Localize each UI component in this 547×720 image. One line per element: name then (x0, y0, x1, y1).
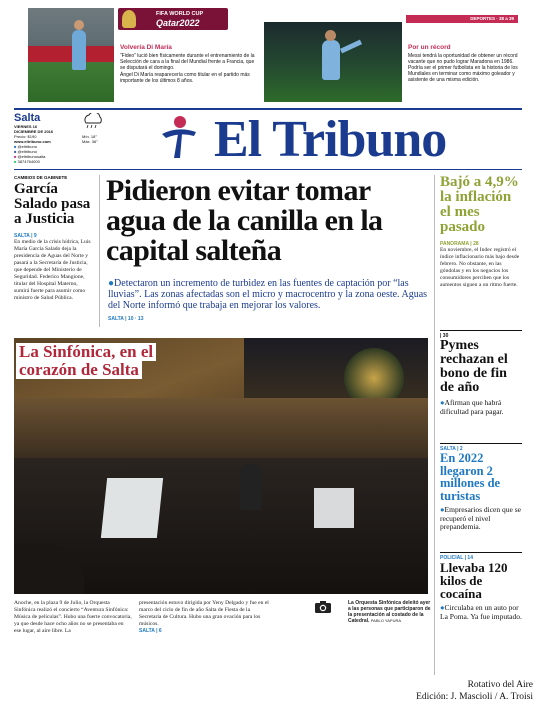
lead-label: SALTA | 10 · 13 (108, 316, 144, 322)
photo-headline-line1: La Sinfónica, en el (16, 343, 156, 361)
player-arm (340, 40, 362, 54)
edition-info (14, 112, 84, 164)
story2-title: Por un récord (408, 44, 451, 51)
tourists-label: SALTA | 2 (440, 446, 463, 452)
left-label: SALTA | 9 (14, 233, 37, 239)
pymes-story (440, 333, 522, 416)
pymes-deck: ●Afirman que habrá dificultad para pagar. (440, 398, 504, 416)
instagram-icon: ■ (14, 154, 17, 159)
sports-section-tag: DEPORTES · 38 a 39 (406, 15, 518, 23)
trophy-icon (122, 10, 136, 28)
music-stand (314, 488, 354, 528)
tourists-headline: En 2022 llegaron 2 millones de turistas (440, 451, 501, 503)
story1-body: “Fideo” lució bien físicamente durante el entrenamiento de la Selección de cara a la final del Mundial frente a Francia, que se disputará el domingo. (120, 53, 255, 71)
masthead-title: El Tribuno (214, 111, 447, 168)
photo-body-col2: presentación estuvo dirigida por Yeny Delgado y fue en el marco del ciclo de fin de año Salta de Fiesta de la Secretaría de Cultura. Hubo una gran ovación para los músicos. (139, 600, 269, 627)
cloud-rain-icon (80, 113, 106, 129)
inflation-body: En noviembre, el Indec registró el índice inflacionario más bajo desde febrero. No obstante, en las góndolas y en los negocios los consumidores perciben que los aumentos siguen a un ritmo fuerte. (440, 247, 520, 288)
wc-logo-line1: FIFA WORLD CUP (156, 11, 204, 17)
wc-logo-line2: Qatar2022 (156, 18, 200, 28)
left-headline: García Salado pasa a Justicia (14, 181, 91, 227)
audience-area (14, 398, 428, 458)
story2-body2: Podría ser el primer futbolista en la historia de los Mundiales en terminar como máximo goleador y asistente de una misma edición. (408, 65, 518, 83)
inflation-label: PANORAMA | 28 (440, 241, 479, 247)
website: www.eltribuno.com (14, 139, 51, 144)
bullet-icon: ● (440, 398, 445, 407)
column-divider (434, 175, 435, 675)
left-kicker: CAMBIOS DE GABINETE (14, 175, 68, 180)
social-whatsapp: ■ 3874764000 (14, 159, 40, 164)
story-record (408, 44, 520, 83)
player-head (325, 30, 336, 41)
player-figure (72, 30, 86, 70)
photo-label: SALTA | 6 (139, 628, 162, 634)
facebook-icon: ■ (14, 149, 17, 154)
section-rule (440, 552, 522, 553)
lead-headline: Pidieron evitar tomar agua de la canilla en la capital salteña (106, 174, 383, 267)
photo-body-col1: Anoche, en la plaza 9 de Julio, la Orquesta Sinfónica realizó el concierto “Aventura Sinfónica: Música de películas”. Hubo una fuerte convocatoria, ya que desde hace ocho años no se presentaba en ese lugar, al aire libre. La (14, 600, 132, 634)
world-cup-logo (118, 8, 228, 30)
left-body: En medio de la crisis hídrica, Luis María García Salado deja la presidencia de Aguas del Norte y pasará a la Secretaría de Justicia, que depende del Ministerio de Seguridad. Federico Mangione, titular del Hospital Materno, sumirá fuerte para asumir como ministro de Salud Pública. (14, 239, 91, 301)
el-tribuno-logo-icon (158, 112, 200, 160)
whatsapp-icon: ■ (14, 159, 17, 164)
inflation-headline: Bajó a 4,9% la inflación el mes pasado (440, 174, 519, 235)
tourists-deck: ●Empresarios dicen que se recuperó el nivel prepandemia. (440, 505, 521, 531)
messi-photo (264, 22, 402, 102)
weather-min: Mín. 18° (82, 134, 97, 139)
column-divider (99, 175, 100, 327)
cocaine-label: POLICIAL | 14 (440, 555, 473, 561)
player-head (74, 20, 84, 30)
masthead-top-rule (14, 108, 522, 110)
music-stand (101, 478, 163, 538)
date-line2: DICIEMBRE DE 2016 (14, 129, 54, 134)
di-maria-photo (28, 8, 114, 102)
photo-caption: La Orquesta Sinfónica deleitó ayer a las personas que participaron de la presentación al costado de la Catedral. PABLO YAPURA (348, 600, 431, 624)
lead-deck: ●Detectaron un incremento de turbidez en las fuentes de captación por “las lluvias”. Las zonas afectadas son el micro y macrocentro y la zona oeste. Aguas del Norte informó que trabaja en mejorar los valores. (108, 278, 428, 311)
conductor-figure (240, 464, 262, 510)
photo-headline-line2: corazón de Salta (16, 361, 142, 379)
story-di-maria (120, 44, 256, 84)
section-rule (440, 330, 522, 331)
cocaine-deck: ●Circulaba en un auto por La Poma. Ya fue imputado. (440, 603, 522, 621)
left-column-story (14, 175, 94, 302)
story2-body: Messi tendrá la oportunidad de obtener un récord vacante que no pudo lograr Maradona en 1986. (408, 53, 518, 65)
photo-credit: PABLO YAPURA (370, 618, 402, 623)
price: Precio: $190 (14, 134, 37, 139)
masthead-bottom-rule (14, 169, 522, 170)
player-figure (322, 40, 340, 80)
story1-body2: Ángel Di María reaparecería como titular en el partido más importante de los últimos 8 años. (120, 72, 250, 84)
footer-line1: Rotativo del Aire (467, 680, 533, 690)
cocaine-headline: Llevaba 120 kilos de cocaína (440, 560, 508, 601)
bullet-icon: ● (108, 278, 115, 289)
bullet-icon: ● (440, 603, 445, 612)
section-rule (440, 443, 522, 444)
footer-line2: Edición: J. Mascioli / A. Troisi (416, 692, 533, 702)
bullet-icon: ● (440, 505, 445, 514)
twitter-icon: ■ (14, 144, 17, 149)
cocaine-story (440, 555, 522, 621)
social-instagram: ■ @eltribunosalta (14, 154, 46, 159)
camera-icon (314, 600, 332, 614)
social-facebook: ■ @eltribuno (14, 149, 37, 154)
tourists-story (440, 446, 522, 532)
story1-title: Volvería Di María (120, 44, 172, 51)
inflation-story (440, 175, 522, 289)
pymes-label: | 30 (440, 333, 449, 339)
weather-max: Máx. 36° (82, 139, 98, 144)
sponsor-board (28, 46, 114, 62)
social-twitter: ■ @eltribuno (14, 144, 37, 149)
date-line1: VIERNES 16 (14, 124, 38, 129)
pymes-headline: Pymes rechazan el bono de fin de año (440, 338, 508, 395)
city-name: Salta (14, 112, 41, 124)
